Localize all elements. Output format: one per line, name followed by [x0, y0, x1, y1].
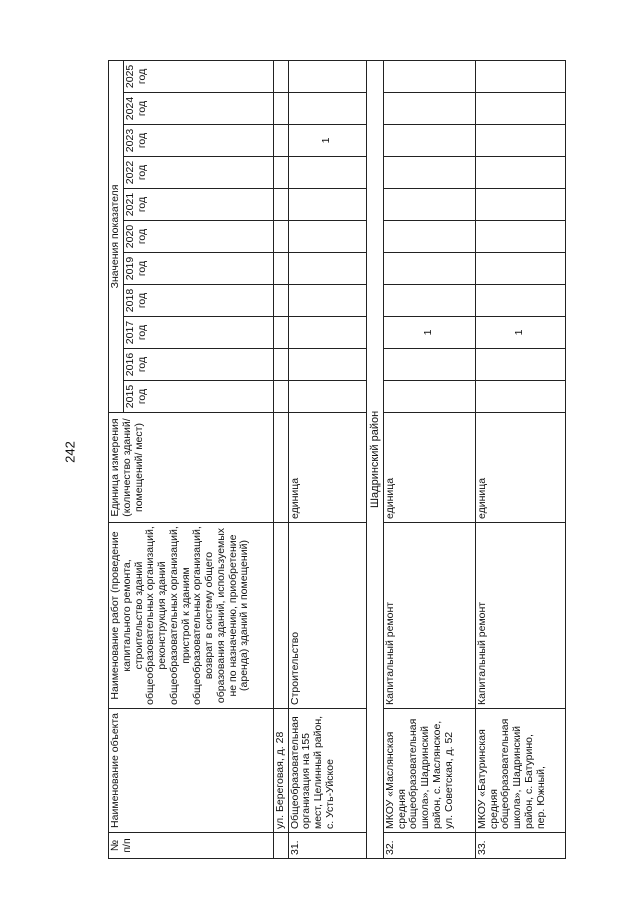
region-title: Шадринский район	[366, 60, 383, 858]
cell-num: 33.	[475, 833, 565, 859]
cell-value	[273, 60, 288, 92]
cell-object: МКОУ «Батуринская средняя общеобразовательная школа», Шадринский район, с. Батурино, пер. Южный,	[475, 709, 565, 833]
cell-value	[273, 157, 288, 189]
cell-work: Капитальный ремонт	[383, 523, 475, 709]
cell-value	[273, 125, 288, 157]
header-object: Наименование объекта	[109, 709, 274, 833]
cell-value	[475, 285, 565, 317]
header-year: 2023 год	[123, 125, 273, 157]
cell-value	[475, 221, 565, 253]
region-row	[366, 60, 383, 858]
cell-unit: единица	[288, 413, 366, 523]
page-number: 242	[62, 441, 78, 463]
cell-work: Строительство	[288, 523, 366, 709]
cell-value	[383, 189, 475, 221]
cell-value	[475, 60, 565, 92]
cell-value	[273, 349, 288, 381]
table-row	[288, 60, 366, 858]
cell-value	[273, 189, 288, 221]
cell-value	[475, 93, 565, 125]
cell-num: 32.	[383, 833, 475, 859]
cell-value: 1	[288, 125, 366, 157]
cell-value	[475, 125, 565, 157]
header-values: Значения показателя	[109, 60, 124, 412]
cell-value	[273, 221, 288, 253]
cell-value: 1	[475, 317, 565, 349]
table-row	[273, 60, 288, 858]
header-year: 2015 год	[123, 381, 273, 413]
cell-value	[288, 157, 366, 189]
cell-value	[383, 221, 475, 253]
cell-work	[273, 523, 288, 709]
cell-value	[273, 253, 288, 285]
cell-unit: единица	[383, 413, 475, 523]
table-row	[383, 60, 475, 858]
cell-value	[288, 189, 366, 221]
header-num: № п/п	[109, 833, 274, 859]
cell-unit: единица	[475, 413, 565, 523]
header-unit: Единица измерения (количество зданий/ помещений/ мест)	[109, 413, 274, 523]
cell-value	[288, 381, 366, 413]
cell-value	[475, 189, 565, 221]
cell-value	[383, 253, 475, 285]
cell-value	[475, 157, 565, 189]
cell-object: Общеобразовательная организация на 155 мест, Целинный район, с. Усть-Уйское	[288, 709, 366, 833]
cell-value	[383, 157, 475, 189]
cell-num	[273, 833, 288, 859]
cell-value	[475, 253, 565, 285]
cell-value	[273, 285, 288, 317]
cell-value	[288, 221, 366, 253]
table-row	[475, 60, 565, 858]
cell-value	[383, 285, 475, 317]
cell-value	[288, 285, 366, 317]
cell-value	[288, 317, 366, 349]
header-year: 2016 год	[123, 349, 273, 381]
cell-value: 1	[383, 317, 475, 349]
cell-unit	[273, 413, 288, 523]
header-year: 2018 год	[123, 285, 273, 317]
cell-value	[273, 381, 288, 413]
cell-work: Капитальный ремонт	[475, 523, 565, 709]
header-year: 2025 год	[123, 60, 273, 92]
cell-value	[383, 60, 475, 92]
cell-value	[383, 125, 475, 157]
header-year: 2019 год	[123, 253, 273, 285]
cell-object: ул. Береговая, д. 28	[273, 709, 288, 833]
header-work: Наименование работ (проведение капитального ремонта, строительство зданий общеобразовательных организаций, реконструкция зданий общеобразовательных организаций, пристрой к зданиям общеобразовательных организаций, возврат в систему общего образования зданий, используемых не по назначению, приобретение (аренда) зданий и помещений)	[109, 523, 274, 709]
cell-value	[383, 349, 475, 381]
cell-object: МКОУ «Маслянская средняя общеобразовательная школа», Шадринский район, с. Маслянское, ул. Советская, д. 52	[383, 709, 475, 833]
cell-value	[288, 93, 366, 125]
cell-value	[383, 93, 475, 125]
cell-num: 31.	[288, 833, 366, 859]
header-year: 2024 год	[123, 93, 273, 125]
cell-value	[273, 93, 288, 125]
cell-value	[475, 349, 565, 381]
header-year: 2021 год	[123, 189, 273, 221]
header-year: 2017 год	[123, 317, 273, 349]
header-year: 2020 год	[123, 221, 273, 253]
indicator-table	[108, 60, 566, 859]
cell-value	[288, 349, 366, 381]
cell-value	[273, 317, 288, 349]
cell-value	[288, 253, 366, 285]
header-year: 2022 год	[123, 157, 273, 189]
rotated-table-sheet	[108, 62, 547, 859]
cell-value	[475, 381, 565, 413]
cell-value	[383, 381, 475, 413]
cell-value	[288, 60, 366, 92]
